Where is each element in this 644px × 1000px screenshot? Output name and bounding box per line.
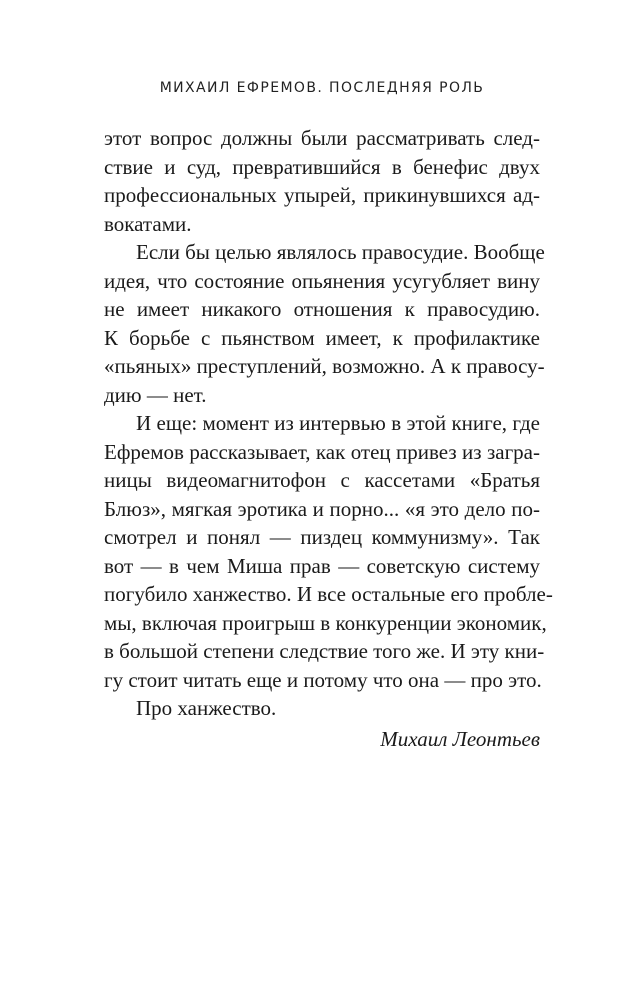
text-line: погубило ханжество. И все остальные его пробле- [104, 582, 553, 606]
running-header: МИХАИЛ ЕФРЕМОВ. ПОСЛЕДНЯЯ РОЛЬ [159, 80, 485, 96]
text-line: вот — в чем Миша прав — советскую систему [104, 553, 540, 578]
author-signature: Михаил Леонтьев [380, 726, 540, 751]
text-line: гу стоит читать еще и потому что она — про это. [104, 667, 542, 692]
text-line: мы, включая проигрыш в конкуренции экономик, [104, 610, 547, 635]
body-text [104, 124, 553, 753]
text-line: Блюз», мягкая эротика и порно... «я это дело по- [104, 496, 540, 521]
text-line: Ефремов рассказывает, как отец привез из загра- [104, 439, 540, 464]
text-line: этот вопрос должны были рассматривать след- [104, 126, 540, 150]
text-line: ницы видеомагнитофон с кассетами «Братья [104, 468, 540, 492]
text-line: вокатами. [104, 211, 192, 236]
text-line: смотрел и понял — пиздец коммунизму». Так [104, 525, 540, 549]
text-line: ствие и суд, превратившийся в бенефис двух [104, 154, 540, 179]
text-line: не имеет никакого отношения к правосудию. [104, 297, 540, 321]
text-line: в большой степени следствие того же. И эту кни- [104, 639, 545, 663]
text-line: К борьбе с пьянством имеет, к профилактике [104, 325, 540, 350]
text-line: дию — нет. [104, 382, 207, 407]
paragraph-start-line: Если бы целью являлось правосудие. Вообще [136, 240, 545, 264]
text-line: «пьяных» преступлений, возможно. А к правосу- [104, 354, 545, 378]
text-line: профессиональных упырей, прикинувшихся ад- [104, 183, 540, 207]
paragraph-start-line: И еще: момент из интервью в этой книге, где [136, 411, 540, 435]
text-line: идея, что состояние опьянения усугубляет вину [104, 268, 540, 293]
paragraph-start-line: Про ханжество. [136, 696, 277, 720]
